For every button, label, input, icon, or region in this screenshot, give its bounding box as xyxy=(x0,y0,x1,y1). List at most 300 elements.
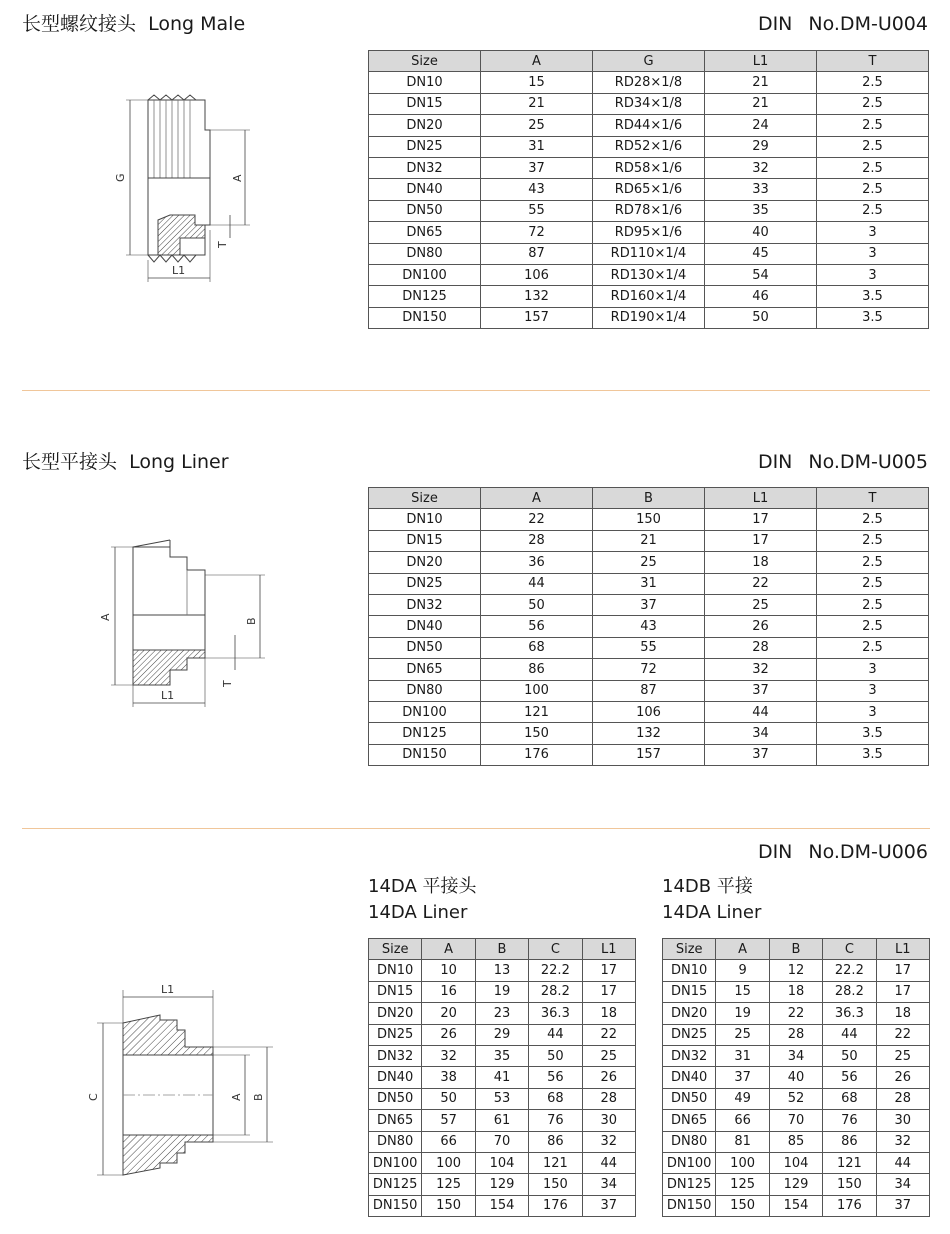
size-cell: DN32 xyxy=(369,594,481,615)
product-code-u006 xyxy=(758,840,928,864)
value-cell: 68 xyxy=(481,637,593,658)
size-cell: DN80 xyxy=(369,1131,422,1152)
column-header: L1 xyxy=(876,939,929,960)
column-header: Size xyxy=(369,939,422,960)
section-title-long-liner xyxy=(22,450,229,474)
value-cell: 23 xyxy=(475,1003,528,1024)
value-cell: 26 xyxy=(876,1067,929,1088)
size-cell: DN80 xyxy=(369,243,481,264)
table-row xyxy=(663,1067,930,1088)
value-cell: 50 xyxy=(481,594,593,615)
size-cell: DN40 xyxy=(369,179,481,200)
value-cell: 3 xyxy=(817,222,929,243)
value-cell: 19 xyxy=(716,1003,769,1024)
table-row xyxy=(369,93,929,114)
column-header: L1 xyxy=(705,488,817,509)
value-cell: 32 xyxy=(705,157,817,178)
table-row xyxy=(369,115,929,136)
value-cell: 17 xyxy=(582,981,635,1002)
product-code-u004 xyxy=(758,12,928,36)
dim-label-a: A xyxy=(231,174,244,182)
value-cell: 2.5 xyxy=(817,573,929,594)
dim-label-l1: L1 xyxy=(161,689,175,702)
dim-label-l1: L1 xyxy=(161,983,175,996)
value-cell: 13 xyxy=(475,960,528,981)
table-row xyxy=(369,530,929,551)
value-cell: 55 xyxy=(481,200,593,221)
value-cell: 37 xyxy=(716,1067,769,1088)
value-cell: 125 xyxy=(716,1174,769,1195)
column-header: G xyxy=(593,51,705,72)
value-cell: 16 xyxy=(422,981,475,1002)
column-header: A xyxy=(422,939,475,960)
size-cell: DN40 xyxy=(663,1067,716,1088)
value-cell: RD160×1/4 xyxy=(593,286,705,307)
table-row xyxy=(369,637,929,658)
value-cell: 150 xyxy=(823,1174,876,1195)
value-cell: 18 xyxy=(705,552,817,573)
value-cell: 76 xyxy=(823,1110,876,1131)
size-cell: DN150 xyxy=(663,1195,716,1216)
value-cell: RD130×1/4 xyxy=(593,264,705,285)
value-cell: 37 xyxy=(705,680,817,701)
value-cell: 150 xyxy=(481,723,593,744)
value-cell: 157 xyxy=(593,744,705,765)
table-body xyxy=(369,509,929,766)
table-row xyxy=(369,1024,636,1045)
spec-table-14db xyxy=(662,938,930,1217)
size-cell: DN15 xyxy=(663,981,716,1002)
value-cell: 12 xyxy=(769,960,822,981)
value-cell: 43 xyxy=(481,179,593,200)
table-row xyxy=(369,552,929,573)
value-cell: 43 xyxy=(593,616,705,637)
value-cell: 28 xyxy=(705,637,817,658)
code-label: No.DM-U004 xyxy=(808,13,928,35)
value-cell: 129 xyxy=(769,1174,822,1195)
table-row xyxy=(663,960,930,981)
table-row xyxy=(663,1174,930,1195)
size-cell: DN80 xyxy=(663,1131,716,1152)
value-cell: 41 xyxy=(475,1067,528,1088)
value-cell: 106 xyxy=(593,701,705,722)
table-row xyxy=(369,659,929,680)
value-cell: 72 xyxy=(481,222,593,243)
value-cell: 70 xyxy=(475,1131,528,1152)
value-cell: 31 xyxy=(481,136,593,157)
value-cell: 2.5 xyxy=(817,157,929,178)
table-row xyxy=(663,1003,930,1024)
size-cell: DN100 xyxy=(369,1152,422,1173)
table-row xyxy=(369,136,929,157)
table-row xyxy=(369,680,929,701)
size-cell: DN10 xyxy=(369,509,481,530)
value-cell: 3 xyxy=(817,680,929,701)
value-cell: 66 xyxy=(716,1110,769,1131)
size-cell: DN65 xyxy=(663,1110,716,1131)
value-cell: 50 xyxy=(529,1045,582,1066)
column-header: C xyxy=(823,939,876,960)
value-cell: 22.2 xyxy=(823,960,876,981)
table-row xyxy=(369,1067,636,1088)
table-body xyxy=(369,960,636,1217)
value-cell: 150 xyxy=(716,1195,769,1216)
value-cell: 2.5 xyxy=(817,200,929,221)
table-row xyxy=(369,222,929,243)
value-cell: 24 xyxy=(705,115,817,136)
size-cell: DN50 xyxy=(369,1088,422,1109)
value-cell: 21 xyxy=(705,93,817,114)
value-cell: 61 xyxy=(475,1110,528,1131)
value-cell: 121 xyxy=(481,701,593,722)
value-cell: 32 xyxy=(582,1131,635,1152)
size-cell: DN10 xyxy=(369,72,481,93)
value-cell: RD44×1/6 xyxy=(593,115,705,136)
column-header: C xyxy=(529,939,582,960)
product-code-u005 xyxy=(758,450,928,474)
value-cell: 68 xyxy=(529,1088,582,1109)
size-cell: DN20 xyxy=(663,1003,716,1024)
size-cell: DN15 xyxy=(369,530,481,551)
table-row xyxy=(369,1152,636,1173)
size-cell: DN50 xyxy=(369,200,481,221)
value-cell: 18 xyxy=(769,981,822,1002)
table-row xyxy=(369,616,929,637)
standard-label: DIN xyxy=(757,841,793,863)
table-row xyxy=(369,243,929,264)
standard-label: DIN xyxy=(757,451,793,473)
dim-label-g: G xyxy=(114,173,127,182)
value-cell: 25 xyxy=(705,594,817,615)
value-cell: 86 xyxy=(529,1131,582,1152)
value-cell: 26 xyxy=(422,1024,475,1045)
value-cell: 121 xyxy=(529,1152,582,1173)
value-cell: 21 xyxy=(593,530,705,551)
value-cell: RD95×1/6 xyxy=(593,222,705,243)
size-cell: DN125 xyxy=(369,723,481,744)
value-cell: 154 xyxy=(475,1195,528,1216)
column-header: B xyxy=(475,939,528,960)
size-cell: DN25 xyxy=(369,136,481,157)
value-cell: 3.5 xyxy=(817,744,929,765)
value-cell: 18 xyxy=(582,1003,635,1024)
value-cell: 22 xyxy=(876,1024,929,1045)
value-cell: 150 xyxy=(422,1195,475,1216)
table-body xyxy=(663,960,930,1217)
value-cell: 34 xyxy=(705,723,817,744)
value-cell: 34 xyxy=(876,1174,929,1195)
value-cell: 85 xyxy=(769,1131,822,1152)
dim-label-t: T xyxy=(216,241,229,248)
value-cell: 21 xyxy=(481,93,593,114)
table-row xyxy=(369,1003,636,1024)
value-cell: 121 xyxy=(823,1152,876,1173)
value-cell: 44 xyxy=(876,1152,929,1173)
table-row xyxy=(663,1152,930,1173)
table-row xyxy=(663,1131,930,1152)
dim-label-b: B xyxy=(245,617,258,625)
value-cell: 28 xyxy=(582,1088,635,1109)
value-cell: 26 xyxy=(582,1067,635,1088)
value-cell: 25 xyxy=(593,552,705,573)
value-cell: 157 xyxy=(481,307,593,328)
table-row xyxy=(369,1045,636,1066)
size-cell: DN20 xyxy=(369,552,481,573)
column-header: L1 xyxy=(705,51,817,72)
value-cell: 37 xyxy=(876,1195,929,1216)
size-cell: DN125 xyxy=(369,1174,422,1195)
value-cell: 32 xyxy=(876,1131,929,1152)
table-row xyxy=(369,723,929,744)
value-cell: 100 xyxy=(481,680,593,701)
value-cell: 25 xyxy=(716,1024,769,1045)
spec-table-14da xyxy=(368,938,636,1217)
table-row xyxy=(663,1024,930,1045)
table-body xyxy=(369,72,929,329)
value-cell: 44 xyxy=(823,1024,876,1045)
section-title-long-male xyxy=(22,12,245,36)
value-cell: 34 xyxy=(769,1045,822,1066)
table-header-row xyxy=(663,939,930,960)
column-header: A xyxy=(481,51,593,72)
value-cell: 72 xyxy=(593,659,705,680)
size-cell: DN80 xyxy=(369,680,481,701)
size-cell: DN100 xyxy=(369,701,481,722)
dim-label-t: T xyxy=(221,680,234,687)
value-cell: 15 xyxy=(716,981,769,1002)
column-header: B xyxy=(593,488,705,509)
value-cell: 86 xyxy=(823,1131,876,1152)
dim-label-l1: L1 xyxy=(172,264,186,277)
value-cell: 2.5 xyxy=(817,552,929,573)
size-cell: DN150 xyxy=(369,307,481,328)
value-cell: 26 xyxy=(705,616,817,637)
value-cell: 17 xyxy=(876,960,929,981)
subtable-title-14da xyxy=(368,874,476,926)
value-cell: 32 xyxy=(705,659,817,680)
value-cell: 25 xyxy=(582,1045,635,1066)
title-cn: 长型螺纹接头 xyxy=(22,13,137,35)
table-row xyxy=(663,981,930,1002)
value-cell: 17 xyxy=(705,530,817,551)
value-cell: RD65×1/6 xyxy=(593,179,705,200)
column-header: Size xyxy=(663,939,716,960)
value-cell: 2.5 xyxy=(817,93,929,114)
table-row xyxy=(369,594,929,615)
value-cell: 50 xyxy=(823,1045,876,1066)
long-liner-drawing xyxy=(95,535,275,710)
table-row xyxy=(369,744,929,765)
subtable-title-line: 14DB 平接 xyxy=(662,876,753,897)
size-cell: DN125 xyxy=(663,1174,716,1195)
value-cell: 37 xyxy=(705,744,817,765)
table-header-row xyxy=(369,939,636,960)
value-cell: RD110×1/4 xyxy=(593,243,705,264)
value-cell: 44 xyxy=(705,701,817,722)
code-label: No.DM-U006 xyxy=(808,841,928,863)
dim-label-a: A xyxy=(230,1093,243,1101)
value-cell: 37 xyxy=(582,1195,635,1216)
size-cell: DN65 xyxy=(369,1110,422,1131)
value-cell: 176 xyxy=(481,744,593,765)
value-cell: 37 xyxy=(481,157,593,178)
value-cell: 22 xyxy=(481,509,593,530)
value-cell: RD190×1/4 xyxy=(593,307,705,328)
value-cell: 56 xyxy=(481,616,593,637)
value-cell: 31 xyxy=(716,1045,769,1066)
value-cell: 10 xyxy=(422,960,475,981)
value-cell: RD28×1/8 xyxy=(593,72,705,93)
value-cell: 2.5 xyxy=(817,637,929,658)
value-cell: 22.2 xyxy=(529,960,582,981)
table-row xyxy=(369,1131,636,1152)
subtable-title-line: 14DA Liner xyxy=(662,902,762,923)
value-cell: 86 xyxy=(481,659,593,680)
value-cell: 36.3 xyxy=(823,1003,876,1024)
value-cell: 106 xyxy=(481,264,593,285)
value-cell: 125 xyxy=(422,1174,475,1195)
value-cell: 54 xyxy=(705,264,817,285)
value-cell: 28 xyxy=(769,1024,822,1045)
size-cell: DN50 xyxy=(369,637,481,658)
size-cell: DN25 xyxy=(369,573,481,594)
value-cell: 3.5 xyxy=(817,286,929,307)
size-cell: DN40 xyxy=(369,616,481,637)
value-cell: 68 xyxy=(823,1088,876,1109)
value-cell: 40 xyxy=(705,222,817,243)
value-cell: 3 xyxy=(817,701,929,722)
value-cell: 46 xyxy=(705,286,817,307)
value-cell: 2.5 xyxy=(817,509,929,530)
value-cell: 70 xyxy=(769,1110,822,1131)
column-header: A xyxy=(716,939,769,960)
standard-label: DIN xyxy=(757,13,793,35)
value-cell: 2.5 xyxy=(817,594,929,615)
table-row xyxy=(369,1088,636,1109)
table-row xyxy=(369,1174,636,1195)
size-cell: DN65 xyxy=(369,659,481,680)
value-cell: 25 xyxy=(481,115,593,136)
value-cell: 18 xyxy=(876,1003,929,1024)
column-header: B xyxy=(769,939,822,960)
size-cell: DN32 xyxy=(369,1045,422,1066)
size-cell: DN100 xyxy=(663,1152,716,1173)
value-cell: 29 xyxy=(475,1024,528,1045)
value-cell: 35 xyxy=(475,1045,528,1066)
table-header-row xyxy=(369,488,929,509)
value-cell: 3.5 xyxy=(817,723,929,744)
value-cell: 28.2 xyxy=(529,981,582,1002)
value-cell: 20 xyxy=(422,1003,475,1024)
liner-14da-drawing xyxy=(85,975,285,1175)
size-cell: DN125 xyxy=(369,286,481,307)
value-cell: 28 xyxy=(481,530,593,551)
code-label: No.DM-U005 xyxy=(808,451,928,473)
value-cell: 33 xyxy=(705,179,817,200)
value-cell: RD78×1/6 xyxy=(593,200,705,221)
table-row xyxy=(369,960,636,981)
value-cell: 132 xyxy=(481,286,593,307)
value-cell: 3 xyxy=(817,659,929,680)
value-cell: 17 xyxy=(876,981,929,1002)
size-cell: DN32 xyxy=(369,157,481,178)
value-cell: 104 xyxy=(475,1152,528,1173)
value-cell: 22 xyxy=(705,573,817,594)
value-cell: 150 xyxy=(593,509,705,530)
column-header: Size xyxy=(369,51,481,72)
table-row xyxy=(369,509,929,530)
spec-table-u005 xyxy=(368,487,929,766)
table-row xyxy=(663,1110,930,1131)
dim-label-b: B xyxy=(252,1093,265,1101)
value-cell: 25 xyxy=(876,1045,929,1066)
value-cell: 2.5 xyxy=(817,179,929,200)
value-cell: 2.5 xyxy=(817,530,929,551)
value-cell: 176 xyxy=(529,1195,582,1216)
value-cell: 30 xyxy=(582,1110,635,1131)
value-cell: 9 xyxy=(716,960,769,981)
value-cell: 37 xyxy=(593,594,705,615)
value-cell: 34 xyxy=(582,1174,635,1195)
value-cell: 22 xyxy=(769,1003,822,1024)
table-row xyxy=(369,286,929,307)
size-cell: DN20 xyxy=(369,115,481,136)
value-cell: 100 xyxy=(716,1152,769,1173)
section-divider xyxy=(22,390,930,391)
value-cell: 176 xyxy=(823,1195,876,1216)
value-cell: 56 xyxy=(529,1067,582,1088)
value-cell: 3 xyxy=(817,264,929,285)
table-row xyxy=(369,179,929,200)
value-cell: RD34×1/8 xyxy=(593,93,705,114)
value-cell: 100 xyxy=(422,1152,475,1173)
value-cell: 150 xyxy=(529,1174,582,1195)
title-en: Long Male xyxy=(148,13,246,35)
value-cell: 44 xyxy=(529,1024,582,1045)
table-row xyxy=(369,157,929,178)
value-cell: 52 xyxy=(769,1088,822,1109)
value-cell: 53 xyxy=(475,1088,528,1109)
value-cell: 17 xyxy=(705,509,817,530)
value-cell: 44 xyxy=(481,573,593,594)
table-row xyxy=(369,981,636,1002)
column-header: T xyxy=(817,51,929,72)
size-cell: DN32 xyxy=(663,1045,716,1066)
column-header: A xyxy=(481,488,593,509)
long-male-drawing xyxy=(100,90,260,290)
table-row xyxy=(663,1195,930,1216)
value-cell: 154 xyxy=(769,1195,822,1216)
column-header: L1 xyxy=(582,939,635,960)
size-cell: DN50 xyxy=(663,1088,716,1109)
value-cell: 21 xyxy=(705,72,817,93)
value-cell: 129 xyxy=(475,1174,528,1195)
section-divider xyxy=(22,828,930,829)
value-cell: 2.5 xyxy=(817,115,929,136)
subtable-title-line: 14DA Liner xyxy=(368,902,468,923)
table-row xyxy=(369,1110,636,1131)
column-header: Size xyxy=(369,488,481,509)
size-cell: DN150 xyxy=(369,744,481,765)
value-cell: 19 xyxy=(475,981,528,1002)
value-cell: 104 xyxy=(769,1152,822,1173)
table-row xyxy=(369,573,929,594)
table-header-row xyxy=(369,51,929,72)
spec-table-u004 xyxy=(368,50,929,329)
size-cell: DN100 xyxy=(369,264,481,285)
size-cell: DN25 xyxy=(369,1024,422,1045)
value-cell: 22 xyxy=(582,1024,635,1045)
